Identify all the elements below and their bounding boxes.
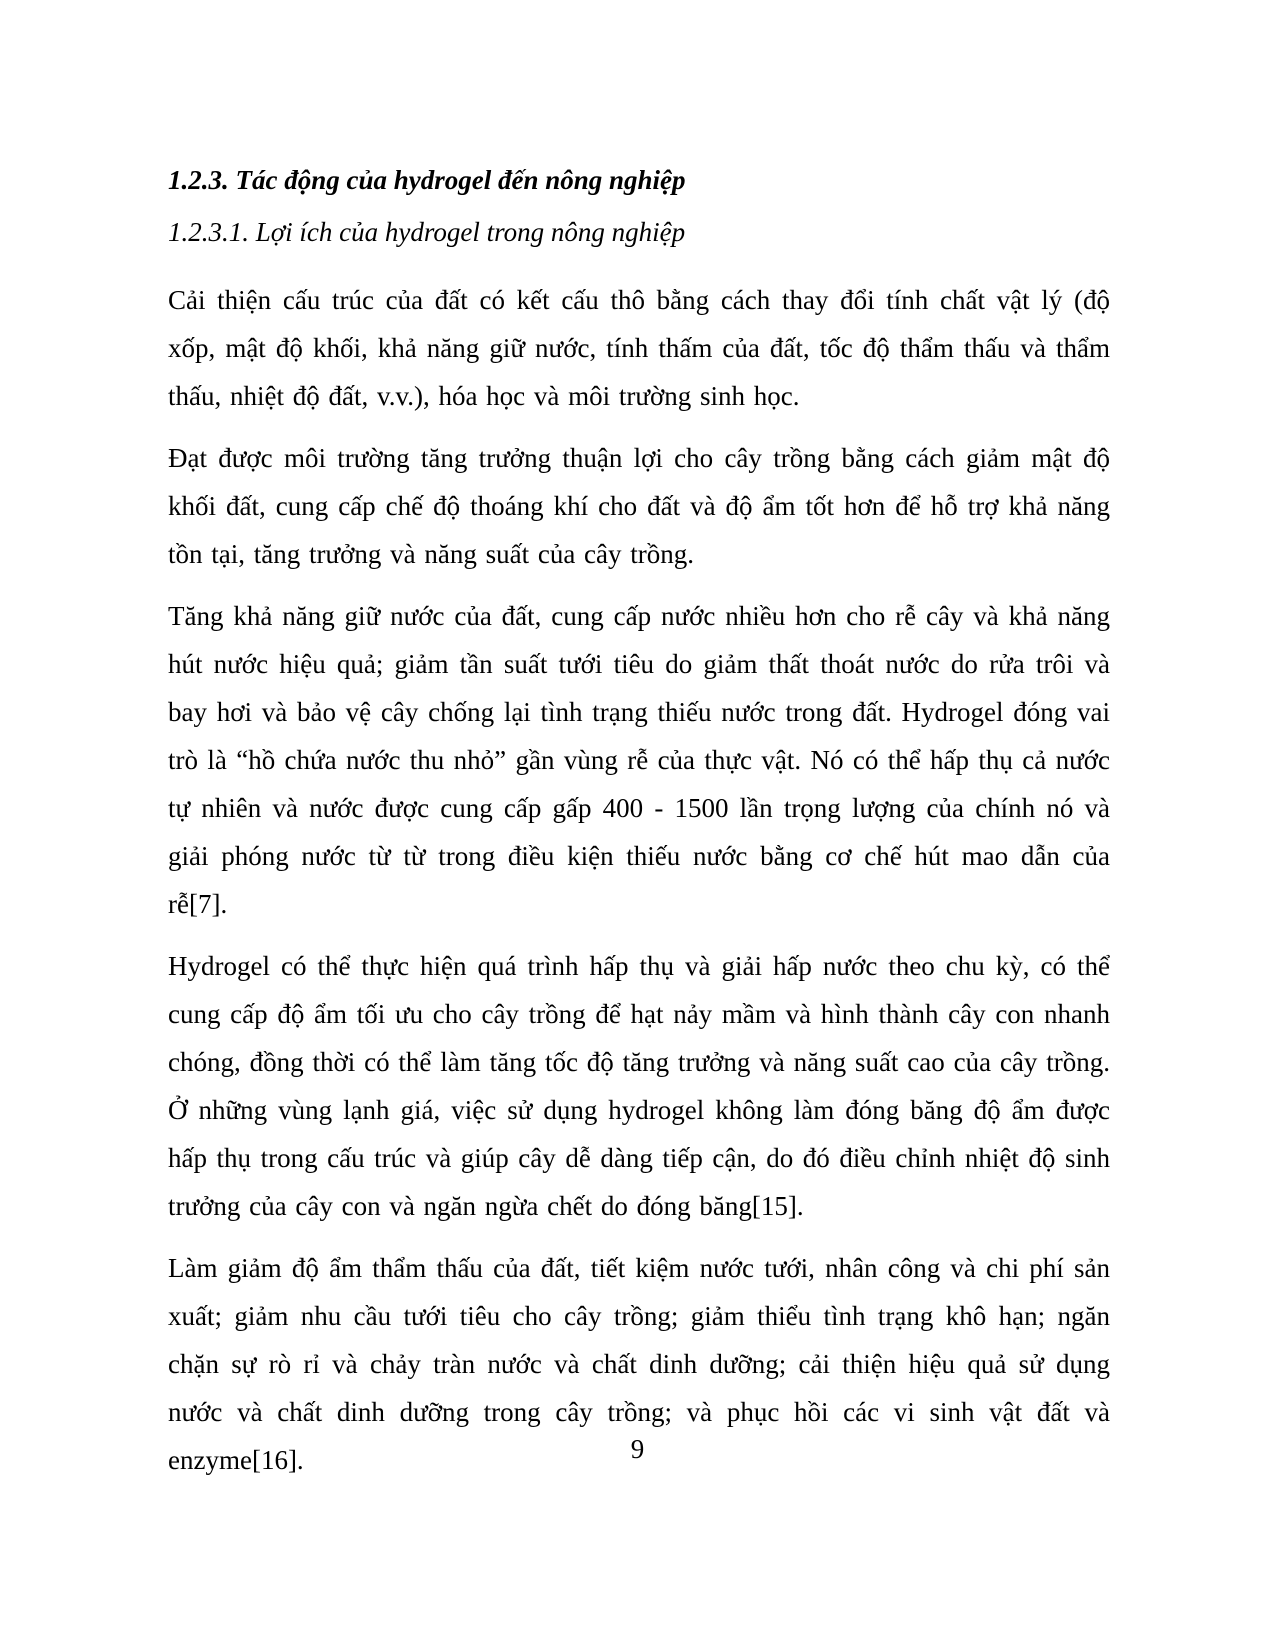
- paragraph-soil-structure: Cải thiện cấu trúc của đất có kết cấu thô bằng cách thay đổi tính chất vật lý (độ xốp, mật độ khối, khả năng giữ nước, tính thấm của đất, tốc độ thẩm thấu và thẩm thấu, nhiệt độ đất, v.v.), hóa học và môi trường sinh học.: [168, 285, 1110, 411]
- page-number: 9: [630, 1434, 645, 1464]
- subsection-heading: 1.2.3.1. Lợi ích của hydrogel trong nông nghiệp: [168, 217, 686, 247]
- page-content: [168, 162, 1110, 1498]
- section-heading: 1.2.3. Tác động của hydrogel đến nông nghiệp: [168, 165, 686, 195]
- paragraph-absorption-cycle: Hydrogel có thể thực hiện quá trình hấp thụ và giải hấp nước theo chu kỳ, có thể cung cấp độ ẩm tối ưu cho cây trồng để hạt nảy mầm và hình thành cây con nhanh chóng, đồng thời có thể làm tăng tốc độ tăng trưởng và năng suất cao của cây trồng. Ở những vùng lạnh giá, việc sử dụng hydrogel không làm đóng băng độ ẩm được hấp thụ trong cấu trúc và giúp cây dễ dàng tiếp cận, do đó điều chỉnh nhiệt độ sinh trưởng của cây con và ngăn ngừa chết do đóng băng[15].: [168, 951, 1110, 1221]
- paragraph-growth-environment: Đạt được môi trường tăng trưởng thuận lợi cho cây trồng bằng cách giảm mật độ khối đất, cung cấp chế độ thoáng khí cho đất và độ ẩm tốt hơn để hỗ trợ khả năng tồn tại, tăng trưởng và năng suất của cây trồng.: [168, 443, 1110, 569]
- paragraph-cost-savings: Làm giảm độ ẩm thẩm thấu của đất, tiết kiệm nước tưới, nhân công và chi phí sản xuất; giảm nhu cầu tưới tiêu cho cây trồng; giảm thiểu tình trạng khô hạn; ngăn chặn sự rò rỉ và chảy tràn nước và chất dinh dưỡng; cải thiện hiệu quả sử dụng nước và chất dinh dưỡng trong cây trồng; và phục hồi các vi sinh vật đất và enzyme[16].: [168, 1253, 1110, 1475]
- paragraph-water-retention: Tăng khả năng giữ nước của đất, cung cấp nước nhiều hơn cho rễ cây và khả năng hút nước hiệu quả; giảm tần suất tưới tiêu do giảm thất thoát nước do rửa trôi và bay hơi và bảo vệ cây chống lại tình trạng thiếu nước trong đất. Hydrogel đóng vai trò là “hồ chứa nước thu nhỏ” gần vùng rễ của thực vật. Nó có thể hấp thụ cả nước tự nhiên và nước được cung cấp gấp 400 - 1500 lần trọng lượng của chính nó và giải phóng nước từ từ trong điều kiện thiếu nước bằng cơ chế hút mao dẫn của rễ[7].: [168, 601, 1110, 919]
